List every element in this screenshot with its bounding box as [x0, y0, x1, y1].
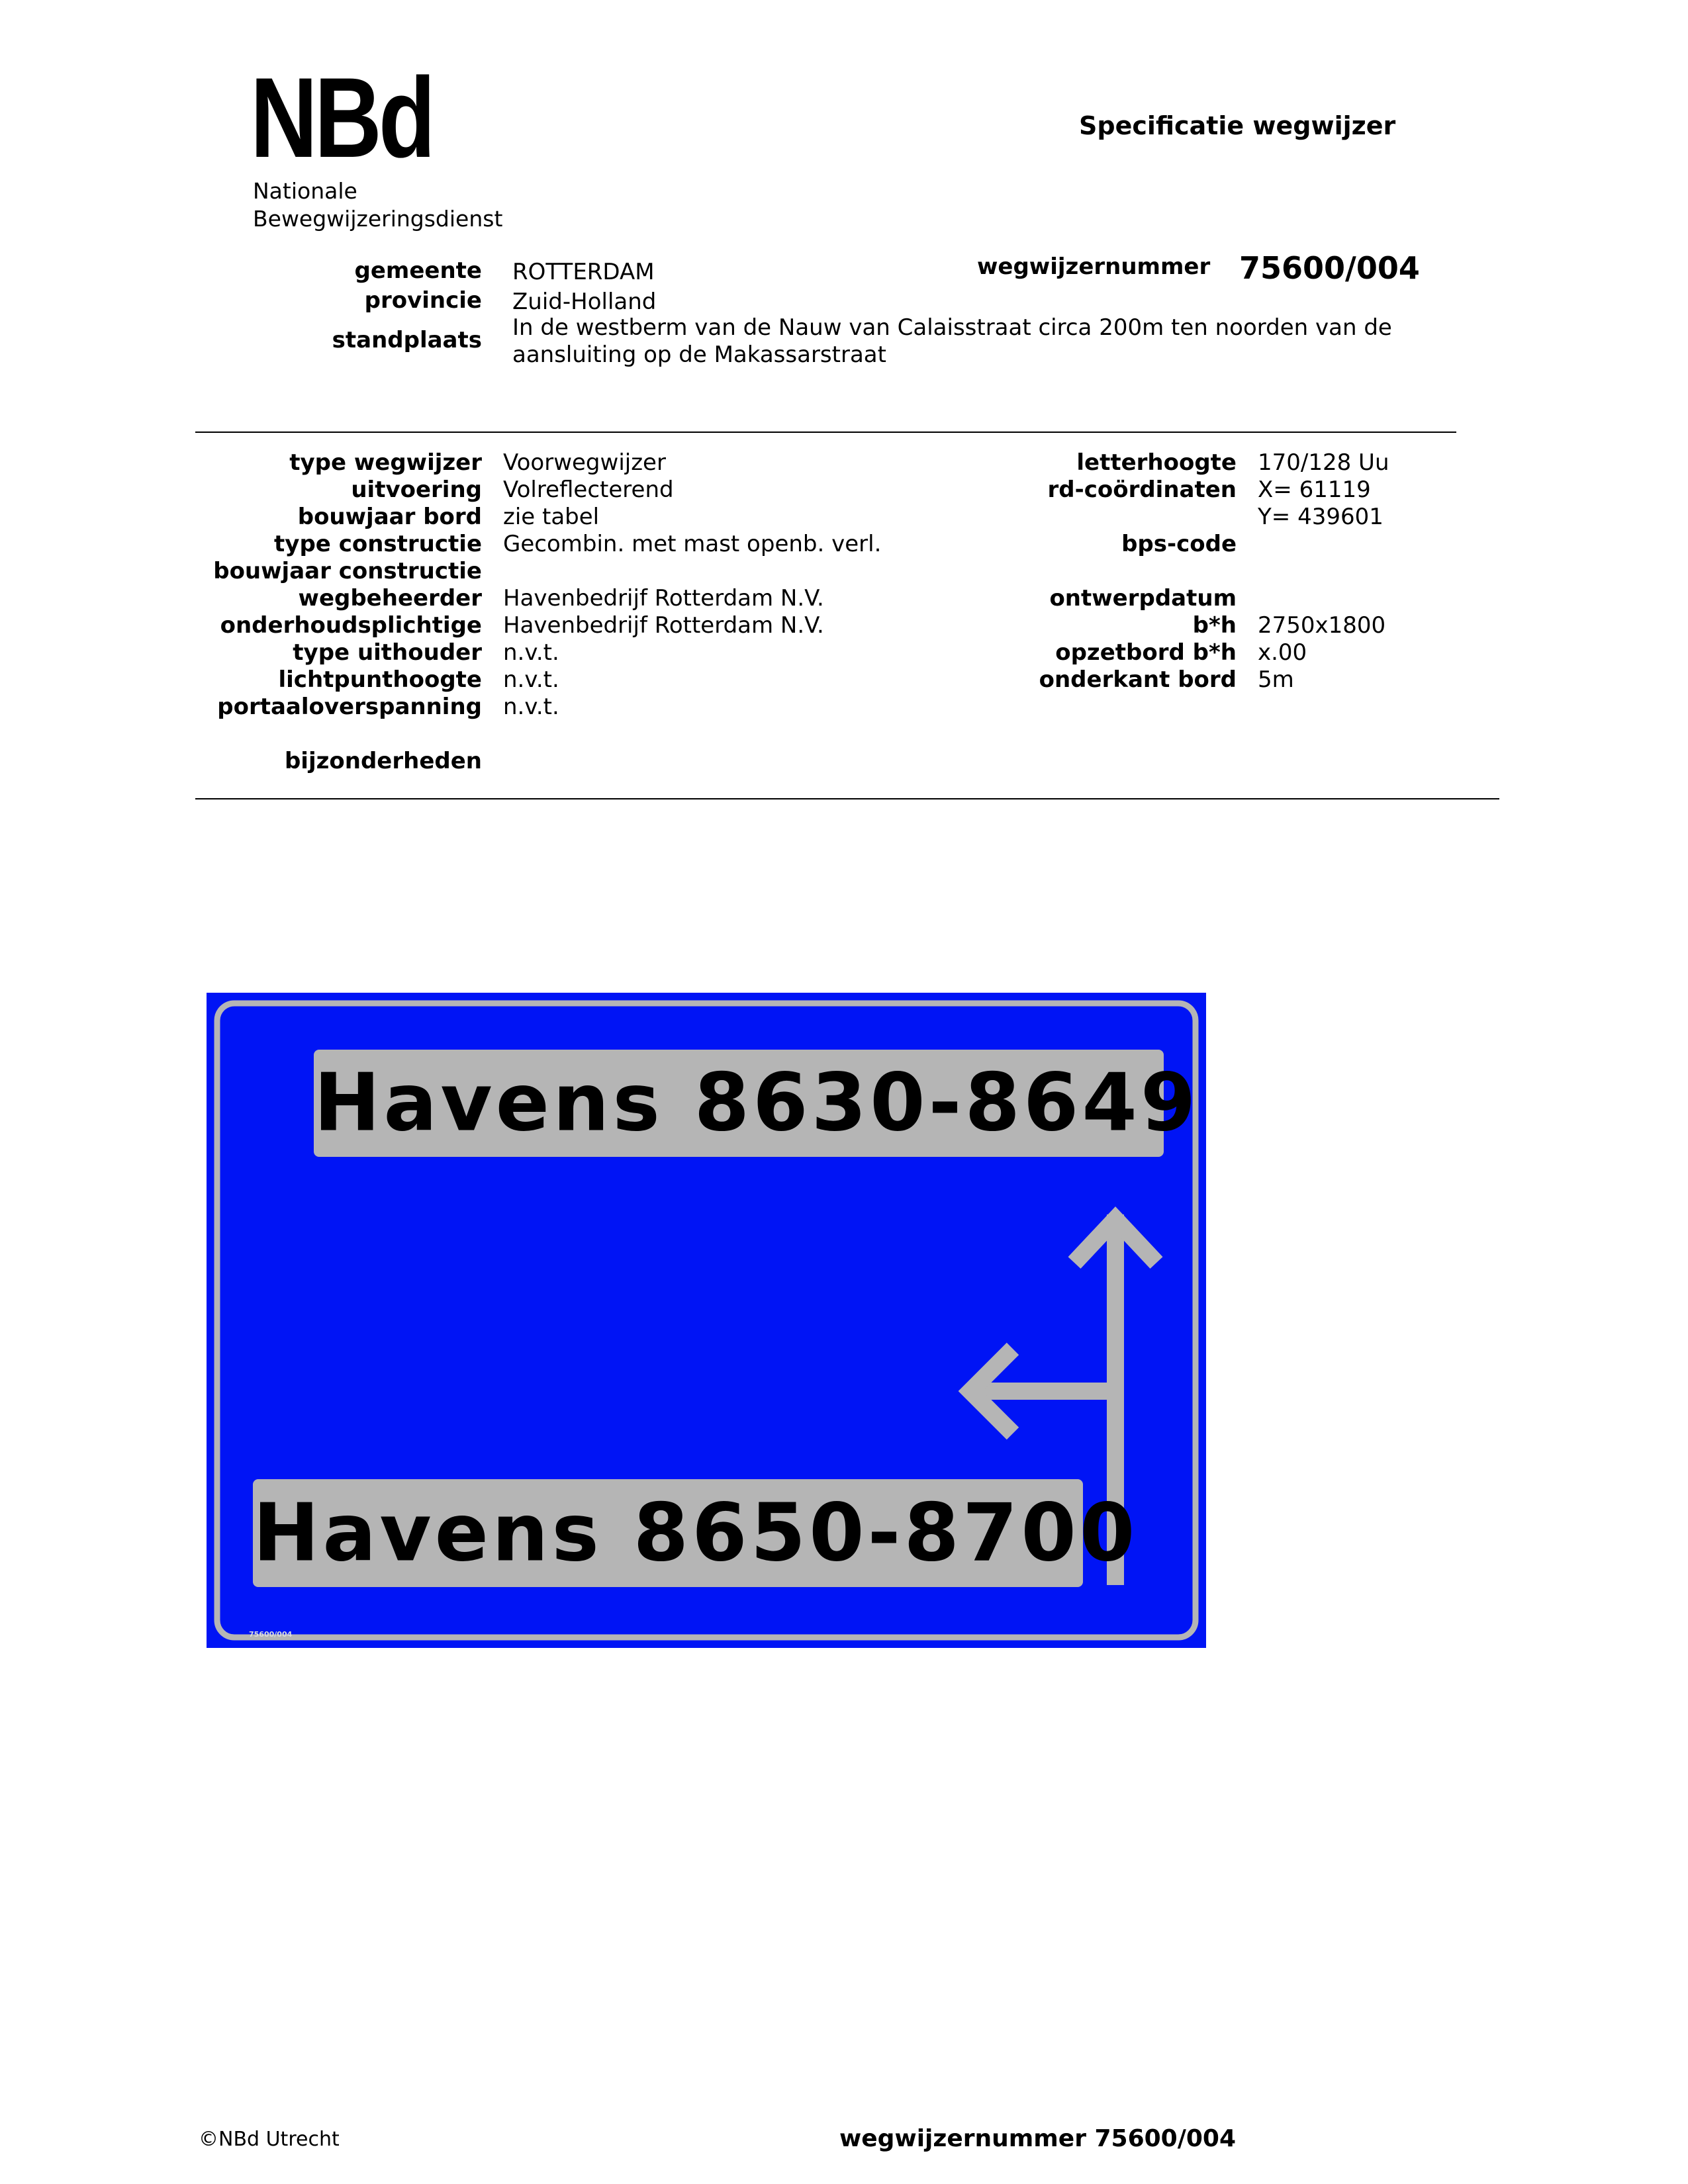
spec-label: uitvoering: [351, 477, 482, 503]
gemeente-value: ROTTERDAM: [512, 259, 655, 285]
letterhoogte-label: letterhoogte: [1076, 449, 1237, 476]
spec-label: portaaloverspanning: [217, 694, 482, 720]
onderkant-label: onderkant bord: [1039, 666, 1237, 693]
spec-value: Voorwegwijzer: [503, 449, 666, 476]
spec-value: n.v.t.: [503, 639, 559, 666]
spec-value: zie tabel: [503, 504, 600, 530]
nbd-logo: NBd: [250, 54, 433, 181]
logo-line-2: Bewegwijzeringsdienst: [253, 206, 503, 232]
standplaats-line-2: aansluiting op de Makassarstraat: [512, 341, 886, 368]
spec-label: onderhoudsplichtige: [220, 612, 482, 639]
divider-top: [195, 432, 1456, 433]
sign-code: 75600/004: [249, 1630, 293, 1639]
bps-code-label: bps-code: [1121, 531, 1237, 557]
provincie-value: Zuid-Holland: [512, 289, 657, 315]
spec-label: type wegwijzer: [289, 449, 482, 476]
spec-label: wegbeheerder: [298, 585, 482, 612]
document-title: Specificatie wegwijzer: [1079, 111, 1396, 140]
road-sign: [207, 993, 1206, 1648]
footer-copyright: ©NBd Utrecht: [199, 2128, 340, 2151]
bh-label: b*h: [1192, 612, 1237, 639]
destination-plate-bottom: [253, 1479, 1139, 1587]
spec-label: lichtpunthoogte: [278, 666, 482, 693]
logo-line-1: Nationale: [253, 178, 357, 204]
destination-bottom-text: Havens 8650-8700: [253, 1487, 1139, 1579]
footer-wegwijzernummer: wegwijzernummer 75600/004: [839, 2125, 1237, 2152]
rd-y-value: Y= 439601: [1258, 504, 1383, 530]
spec-label: type uithouder: [293, 639, 482, 666]
destination-plate-top: [314, 1050, 1199, 1157]
arrow-left-icon: [968, 1349, 1115, 1433]
wegwijzernummer-label: wegwijzernummer: [977, 253, 1211, 280]
spec-label: bouwjaar bord: [297, 504, 482, 530]
opzetbord-label: opzetbord b*h: [1055, 639, 1237, 666]
spec-value: Havenbedrijf Rotterdam N.V.: [503, 612, 824, 639]
bijzonderheden-label: bijzonderheden: [284, 748, 482, 774]
spec-value: Gecombin. met mast openb. verl.: [503, 531, 882, 557]
rd-x-value: X= 61119: [1258, 477, 1371, 503]
standplaats-line-1: In de westberm van de Nauw van Calaisstraat circa 200m ten noorden van de: [512, 314, 1392, 341]
standplaats-label: standplaats: [332, 327, 482, 353]
spec-value: Volreflecterend: [503, 477, 674, 503]
spec-value: n.v.t.: [503, 694, 559, 720]
provincie-label: provincie: [364, 287, 482, 314]
bh-value: 2750x1800: [1258, 612, 1386, 639]
letterhoogte-value: 170/128 Uu: [1258, 449, 1389, 476]
spec-value: n.v.t.: [503, 666, 559, 693]
destination-top-text: Havens 8630-8649: [314, 1057, 1199, 1150]
rd-label: rd-coördinaten: [1047, 477, 1237, 503]
spec-value: Havenbedrijf Rotterdam N.V.: [503, 585, 824, 612]
spec-label: type constructie: [274, 531, 482, 557]
spec-label: bouwjaar constructie: [213, 558, 482, 584]
gemeente-label: gemeente: [354, 257, 482, 284]
wegwijzernummer-value: 75600/004: [1239, 250, 1420, 286]
ontwerpdatum-label: ontwerpdatum: [1049, 585, 1237, 612]
divider-bottom: [195, 798, 1499, 799]
opzetbord-value: x.00: [1258, 639, 1307, 666]
onderkant-value: 5m: [1258, 666, 1294, 693]
